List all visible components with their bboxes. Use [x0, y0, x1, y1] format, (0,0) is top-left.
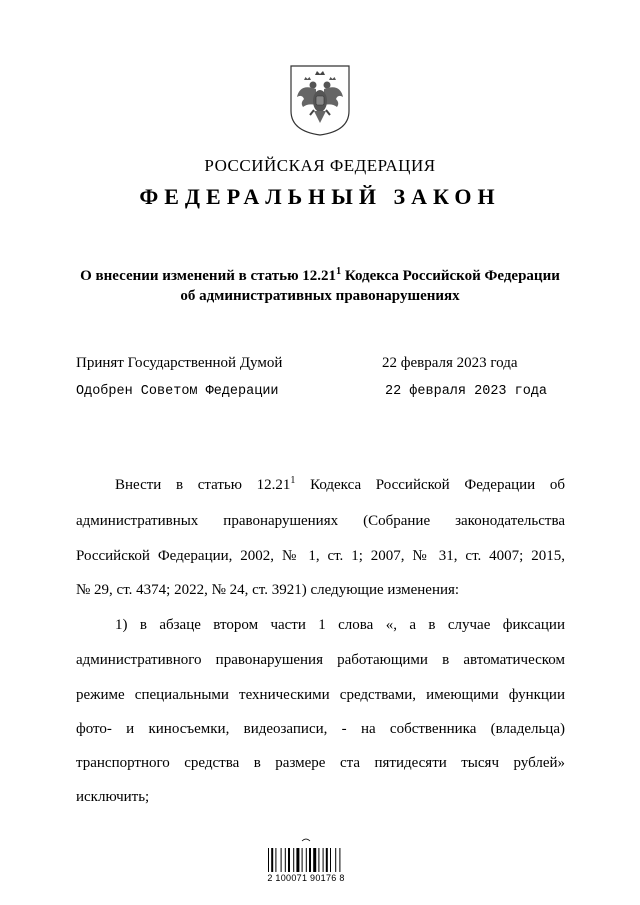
adopted-date: 22 февраля 2023 года [382, 355, 518, 371]
body-line: Российской Федерации, 2002, № 1, ст. 1; 2007, № 31, ст. 4007; 2015, [76, 548, 565, 564]
adopted-label: Принят Государственной Думой [76, 355, 283, 371]
document-type: ФЕДЕРАЛЬНЫЙ ЗАКОН [139, 184, 501, 209]
body-line: транспортного средства в размере ста пятидесяти тысяч рублей» [76, 755, 565, 771]
body-line: режиме специальными техническими средствами, имеющими функции [76, 687, 565, 703]
coat-of-arms-icon [288, 63, 352, 137]
body-line: фото- и киносъемки, видеозаписи, - на собственника (владельца) [76, 721, 565, 737]
approved-date: 22 февраля 2023 года [385, 384, 548, 399]
body-line: Внести в статью 12.21$^1$ Кодекса Российской Федерации об [115, 475, 565, 493]
law-title [40, 266, 600, 306]
body-line: исключить; [76, 789, 150, 805]
body-line: административных правонарушениях (Собрание законодательства [76, 513, 565, 529]
body-line: административного правонарушения работающими в автоматическом [76, 652, 565, 668]
law-title-line-1: О внесении изменений в статью 12.21$^1$ Кодекса Российской Федерации [80, 266, 560, 284]
barcode-number: 2 100071 90176 8 [267, 873, 345, 883]
body-line: 1) в абзаце втором части 1 слова «, а в случае фиксации [115, 617, 565, 633]
law-title-line-2: об административных правонарушениях [180, 288, 460, 304]
body-line: № 29, ст. 4374; 2022, № 24, ст. 3921) следующие изменения: [76, 582, 460, 598]
federation-name: РОССИЙСКАЯ ФЕДЕРАЦИЯ [204, 156, 436, 175]
approved-label: Одобрен Советом Федерации [76, 384, 279, 399]
